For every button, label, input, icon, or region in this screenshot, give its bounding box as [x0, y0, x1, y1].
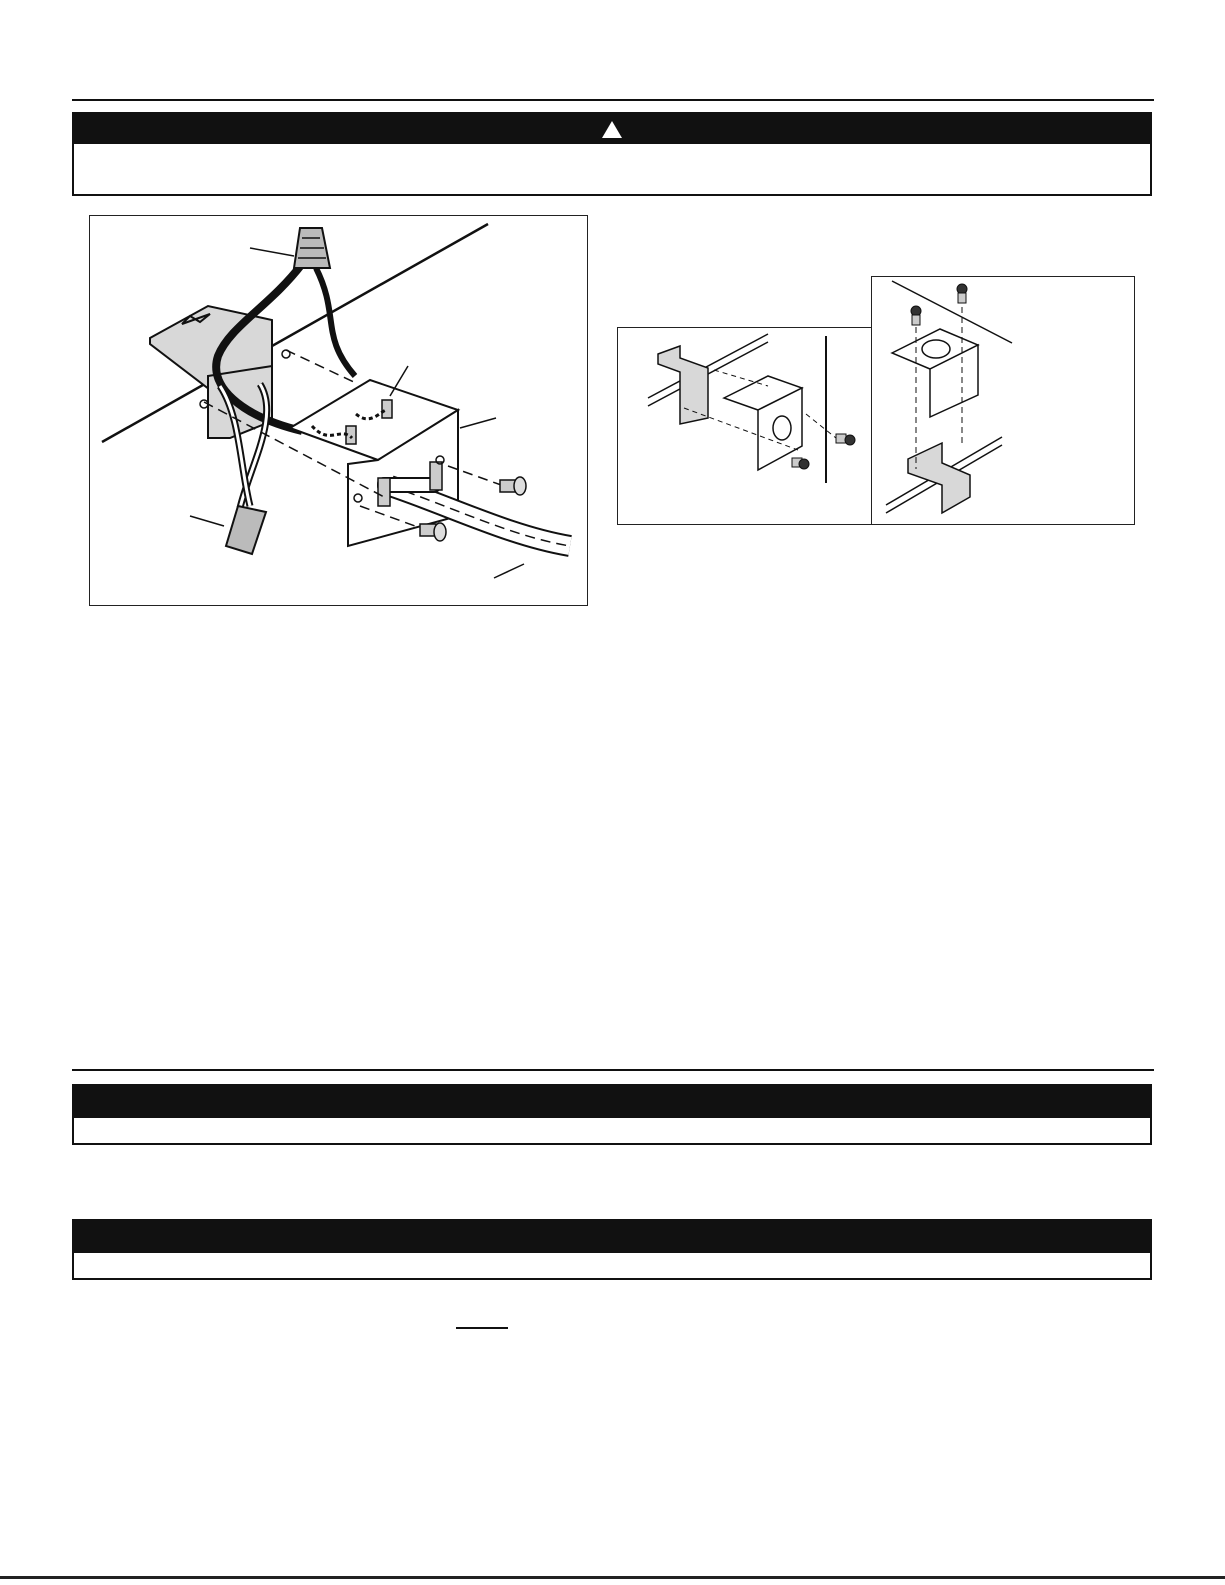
- wiring-bracket-illustration: [90, 216, 586, 604]
- bracket-top-mount-illustration: [872, 277, 1133, 523]
- warning-banner: [72, 112, 1152, 196]
- page-bottom-edge: [0, 1576, 1225, 1579]
- warning-triangle-icon: [601, 120, 623, 139]
- warning-banner-header: [74, 114, 1150, 144]
- wiring-bracket-figure: [89, 215, 588, 606]
- screw-icon: [500, 477, 526, 495]
- bracket-side-mount-figure: [617, 327, 872, 525]
- screw-icon: [957, 284, 967, 303]
- bracket-side-mount-illustration: [618, 328, 870, 523]
- screw-icon: [836, 434, 855, 445]
- caution-banner-2: [72, 1219, 1152, 1280]
- screw-icon: [420, 523, 446, 541]
- top-divider: [72, 99, 1154, 101]
- caution-banner-1: [72, 1084, 1152, 1145]
- caution-banner-2-header: [74, 1221, 1150, 1253]
- screw-icon: [792, 458, 809, 469]
- section-divider: [72, 1069, 1154, 1071]
- underline-mark: [456, 1327, 508, 1329]
- caution-banner-1-header: [74, 1086, 1150, 1118]
- bracket-top-mount-figure: [871, 276, 1135, 525]
- screw-icon: [911, 306, 921, 325]
